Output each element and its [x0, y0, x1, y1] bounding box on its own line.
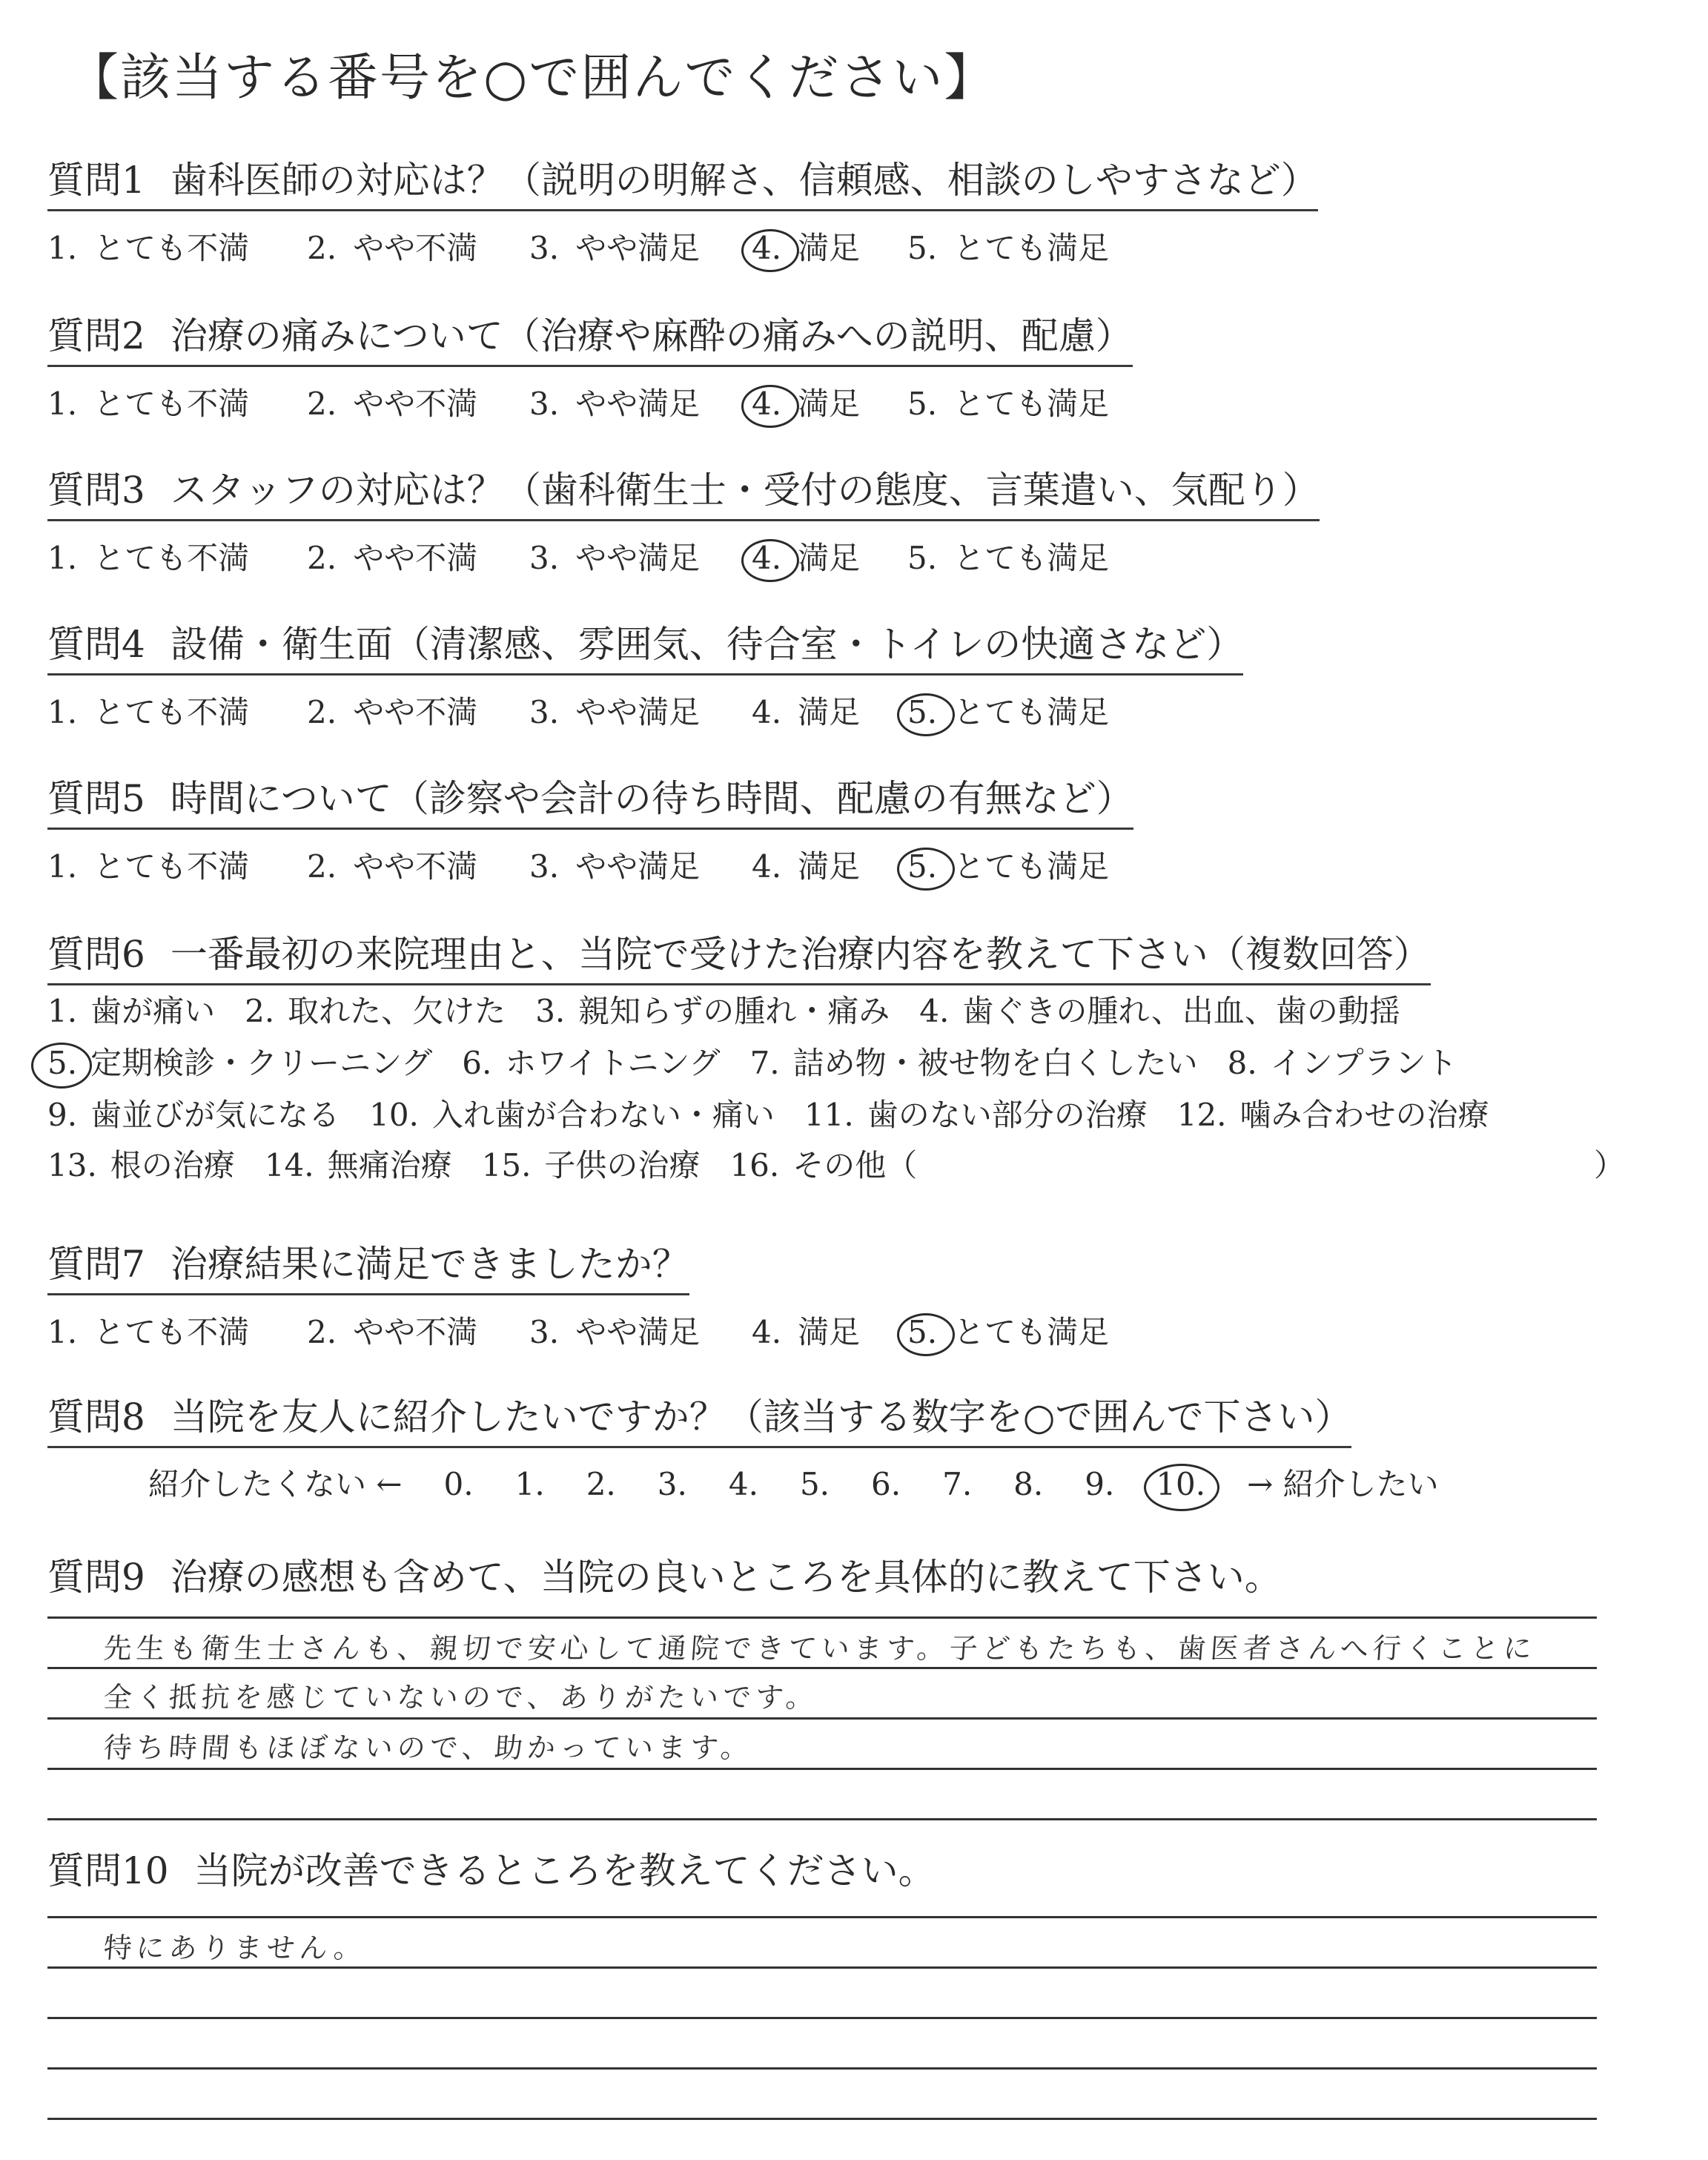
option-label: 子供の治療 — [544, 1147, 701, 1183]
option-label: やや不満 — [353, 386, 478, 422]
question-3 — [47, 469, 1320, 582]
option-3[interactable] — [529, 535, 700, 582]
option-number: 3. — [529, 386, 560, 422]
question-1-title — [47, 159, 1318, 211]
option-label: とても満足 — [953, 1314, 1110, 1350]
scale-right-label: → 紹介したい — [1247, 1466, 1439, 1502]
option-3[interactable] — [529, 843, 700, 891]
option-number: 2. — [307, 230, 337, 266]
option-4[interactable] — [752, 225, 860, 272]
option-label: 根の治療 — [110, 1147, 235, 1183]
option-label: 歯が痛い — [90, 993, 216, 1029]
checkbox-option[interactable] — [47, 1142, 235, 1189]
question-number: 質問6 — [47, 933, 145, 976]
option-number: 12. — [1176, 1097, 1227, 1133]
option-4[interactable] — [752, 535, 860, 582]
option-label: とても不満 — [93, 848, 250, 885]
question-4-title — [47, 623, 1244, 676]
scale-value[interactable]: 8. — [1013, 1466, 1044, 1502]
option-label: とても満足 — [953, 694, 1110, 730]
question-5-title — [47, 777, 1133, 830]
checkbox-option[interactable] — [482, 1142, 701, 1189]
answer-rule — [47, 1667, 1597, 1669]
handwritten-answer: 全く抵抗を感じていないので、ありがたいです。 — [102, 1681, 820, 1714]
option-4[interactable] — [752, 843, 860, 891]
question-2-options — [47, 380, 1133, 428]
option-label: 詰め物・被せ物を白くしたい — [792, 1045, 1198, 1081]
option-label: 無痛治療 — [327, 1147, 452, 1183]
question-number: 質問3 — [47, 469, 145, 512]
option-number: 3. — [535, 993, 566, 1029]
recommend-scale — [148, 1461, 1439, 1508]
answer-rule — [47, 1966, 1597, 1969]
option-label: とても不満 — [93, 1314, 250, 1350]
option-number: 1. — [47, 993, 78, 1029]
option-label: やや満足 — [575, 230, 701, 266]
question-3-options — [47, 535, 1320, 582]
checkbox-option[interactable] — [1228, 1040, 1457, 1087]
scale-value[interactable]: 6. — [871, 1466, 901, 1502]
option-2[interactable] — [307, 843, 477, 891]
option-label: 定期検診・クリーニング — [90, 1045, 433, 1081]
checkbox-option[interactable] — [245, 988, 506, 1035]
question-4-options — [47, 689, 1243, 736]
option-number: 5. — [907, 540, 938, 576]
option-number: 2. — [307, 386, 337, 422]
answer-rule — [47, 1717, 1597, 1720]
option-4[interactable] — [752, 689, 860, 736]
option-number: 13. — [47, 1147, 97, 1183]
option-number: 1. — [47, 386, 78, 422]
option-label: 歯のない部分の治療 — [867, 1097, 1148, 1133]
option-3[interactable] — [529, 689, 700, 736]
option-number: 8. — [1227, 1045, 1257, 1081]
option-number: 4. — [752, 535, 781, 582]
checkbox-option[interactable] — [1177, 1091, 1489, 1139]
option-row — [47, 1142, 947, 1189]
option-label: とても不満 — [93, 230, 250, 266]
option-label: とても満足 — [953, 540, 1110, 576]
checkbox-option[interactable] — [265, 1142, 452, 1189]
checkbox-option[interactable] — [919, 988, 1400, 1035]
question-text: スタッフの対応は？（歯科衛生士・受付の態度、言葉遣い、気配り） — [170, 469, 1320, 512]
option-number: 16. — [729, 1147, 780, 1183]
option-number: 1. — [47, 540, 78, 576]
option-1[interactable] — [47, 380, 249, 428]
question-10 — [47, 1849, 936, 1900]
option-2[interactable] — [307, 380, 477, 428]
option-1[interactable] — [47, 1309, 249, 1356]
question-text: 当院を友人に紹介したいですか？（該当する数字を○で囲んで下さい） — [170, 1396, 1352, 1439]
option-label: その他（ — [792, 1147, 918, 1183]
option-3[interactable] — [529, 225, 700, 272]
option-number: 5. — [907, 230, 938, 266]
scale-value[interactable]: 9. — [1085, 1466, 1115, 1502]
option-number: 3. — [529, 848, 560, 885]
question-8-title — [47, 1398, 1351, 1448]
option-number: 14. — [264, 1147, 314, 1183]
scale-value[interactable]: 3. — [657, 1466, 687, 1502]
option-label: やや満足 — [575, 848, 701, 885]
option-4[interactable] — [752, 380, 860, 428]
option-number: 3. — [529, 540, 560, 576]
question-6-title — [47, 933, 1431, 985]
option-label: やや不満 — [353, 694, 478, 730]
answer-rule — [47, 2017, 1597, 2019]
handwritten-answer: 先生も衛生士さんも、親切で安心して通院できています。子どもたちも、歯医者さんへ行くことに — [102, 1632, 1537, 1665]
option-label: 満足 — [798, 230, 861, 266]
scale-value[interactable]: 2. — [586, 1466, 616, 1502]
question-text: 設備・衛生面（清潔感、雰囲気、待合室・トイレの快適さなど） — [170, 623, 1244, 666]
question-2 — [47, 314, 1133, 428]
option-number: 2. — [307, 848, 337, 885]
scale-value[interactable]: 0. — [443, 1466, 474, 1502]
option-label: 満足 — [798, 540, 861, 576]
handwritten-answer: 特にありません。 — [102, 1932, 368, 1964]
checkbox-option[interactable] — [535, 988, 890, 1035]
option-label: やや不満 — [353, 848, 478, 885]
option-label: やや不満 — [353, 230, 478, 266]
question-1 — [47, 159, 1318, 272]
answer-rule — [47, 1916, 1597, 1918]
question-1-options — [47, 225, 1318, 272]
option-5[interactable] — [907, 225, 1109, 272]
page-title: 【該当する番号を○で囲んでください】 — [68, 49, 996, 108]
question-number: 質問4 — [47, 623, 145, 666]
checkbox-option[interactable] — [369, 1091, 775, 1139]
option-number: 2. — [307, 540, 337, 576]
handwritten-answer: 待ち時間もほぼないので、助かっています。 — [102, 1731, 755, 1764]
option-label: 入れ歯が合わない・痛い — [431, 1097, 775, 1133]
scale-value[interactable]: 4. — [728, 1466, 758, 1502]
option-2[interactable] — [307, 1309, 477, 1356]
option-label: 歯ぐきの腫れ、出血、歯の動揺 — [962, 993, 1400, 1029]
option-3[interactable] — [529, 380, 700, 428]
option-2[interactable] — [307, 535, 477, 582]
option-5[interactable] — [907, 535, 1109, 582]
option-label: やや満足 — [575, 386, 701, 422]
option-label: 噛み合わせの治療 — [1239, 1097, 1489, 1133]
option-number: 3. — [529, 230, 560, 266]
checkbox-option[interactable] — [47, 1091, 340, 1139]
option-label: やや不満 — [353, 1314, 478, 1350]
option-label: 満足 — [798, 848, 861, 885]
question-number: 質問10 — [47, 1849, 169, 1892]
option-label: とても満足 — [953, 386, 1110, 422]
scale-value[interactable]: 7. — [942, 1466, 973, 1502]
option-1[interactable] — [47, 535, 249, 582]
option-number: 2. — [307, 694, 337, 730]
option-label: やや不満 — [353, 540, 478, 576]
option-label: とても不満 — [93, 694, 250, 730]
scale-value[interactable]: 5. — [799, 1466, 830, 1502]
question-9 — [47, 1556, 1282, 1606]
option-label: 取れた、欠けた — [288, 993, 506, 1029]
question-6 — [47, 933, 1431, 985]
option-number: 4. — [752, 694, 782, 730]
option-label: とても不満 — [93, 540, 250, 576]
option-label: とても満足 — [953, 848, 1110, 885]
option-number: 2. — [307, 1314, 337, 1350]
option-number: 5. — [907, 689, 937, 736]
question-text: 治療の痛みについて（治療や麻酔の痛みへの説明、配慮） — [170, 314, 1133, 357]
option-5[interactable] — [907, 1309, 1109, 1356]
question-7 — [47, 1243, 1110, 1356]
question-5 — [47, 777, 1133, 891]
option-2[interactable] — [307, 689, 477, 736]
option-number: 2. — [245, 993, 275, 1029]
question-text: 歯科医師の対応は？（説明の明解さ、信頼感、相談のしやすさなど） — [170, 159, 1318, 202]
option-1[interactable] — [47, 225, 249, 272]
option-number: 4. — [752, 1314, 782, 1350]
option-number: 1. — [47, 1314, 78, 1350]
question-number: 質問7 — [47, 1243, 145, 1286]
option-label: やや満足 — [575, 694, 701, 730]
answer-rule — [47, 2118, 1597, 2120]
answer-rule — [47, 1818, 1597, 1820]
question-9-title — [47, 1556, 1282, 1606]
option-number: 4. — [752, 848, 782, 885]
option-label: やや満足 — [575, 1314, 701, 1350]
option-label: 親知らずの腫れ・痛み — [578, 993, 890, 1029]
checkbox-option[interactable] — [462, 1040, 720, 1087]
checkbox-option[interactable] — [47, 988, 215, 1035]
option-number: 1. — [47, 848, 78, 885]
other-close-paren: ） — [1594, 1147, 1626, 1183]
checkbox-option[interactable] — [750, 1040, 1198, 1087]
option-number: 1. — [47, 694, 78, 730]
option-number: 11. — [804, 1097, 854, 1133]
question-5-options — [47, 843, 1133, 891]
answer-rule — [47, 1616, 1597, 1619]
question-2-title — [47, 314, 1133, 367]
question-8 — [47, 1398, 1351, 1448]
option-number: 5. — [907, 1309, 937, 1356]
question-text: 治療の感想も含めて、当院の良いところを具体的に教えて下さい。 — [170, 1556, 1282, 1599]
option-number: 3. — [529, 1314, 560, 1350]
checkbox-option[interactable] — [729, 1142, 917, 1189]
option-1[interactable] — [47, 689, 249, 736]
question-number: 質問2 — [47, 314, 145, 357]
option-number: 1. — [47, 230, 78, 266]
option-number: 7. — [749, 1045, 780, 1081]
option-label: 満足 — [798, 386, 861, 422]
option-4[interactable] — [752, 1309, 860, 1356]
checkbox-option[interactable] — [47, 1040, 432, 1087]
question-text: 時間について（診察や会計の待ち時間、配慮の有無など） — [170, 777, 1133, 820]
question-text: 一番最初の来院理由と、当院で受けた治療内容を教えて下さい（複数回答） — [170, 933, 1431, 976]
option-label: ホワイトニング — [505, 1045, 721, 1081]
question-number: 質問8 — [47, 1396, 145, 1439]
option-2[interactable] — [307, 225, 477, 272]
option-5[interactable] — [907, 843, 1109, 891]
option-number: 4. — [752, 380, 781, 428]
option-number: 3. — [529, 694, 560, 730]
option-number: 10. — [369, 1097, 419, 1133]
scale-value[interactable]: 10. — [1156, 1461, 1205, 1508]
option-label: 満足 — [798, 694, 861, 730]
option-5[interactable] — [907, 689, 1109, 736]
question-number: 質問5 — [47, 777, 145, 820]
question-text: 当院が改善できるところを教えてください。 — [193, 1849, 936, 1892]
option-label: 満足 — [798, 1314, 861, 1350]
option-number: 9. — [47, 1097, 78, 1133]
option-label: 歯並びが気になる — [90, 1097, 340, 1133]
question-number: 質問9 — [47, 1556, 145, 1599]
scale-left-label: 紹介したくない ← — [148, 1466, 403, 1502]
option-label: インプラント — [1270, 1045, 1457, 1081]
option-number: 5. — [907, 843, 937, 891]
option-number: 4. — [919, 993, 950, 1029]
question-7-title — [47, 1243, 689, 1295]
checkbox-option[interactable] — [804, 1091, 1148, 1139]
option-number: 5. — [47, 1040, 77, 1087]
question-7-options — [47, 1309, 1110, 1356]
option-number: 5. — [907, 386, 938, 422]
scale-value[interactable]: 1. — [514, 1466, 545, 1502]
question-10-title — [47, 1849, 936, 1900]
option-row — [47, 988, 1430, 1035]
option-number: 15. — [481, 1147, 532, 1183]
option-label: とても不満 — [93, 386, 250, 422]
option-number: 6. — [462, 1045, 492, 1081]
option-number: 4. — [752, 225, 781, 272]
option-5[interactable] — [907, 380, 1109, 428]
question-number: 質問1 — [47, 159, 145, 202]
option-label: とても満足 — [953, 230, 1110, 266]
option-label: やや満足 — [575, 540, 701, 576]
answer-rule — [47, 2067, 1597, 2070]
question-3-title — [47, 469, 1320, 521]
option-row — [47, 1091, 1519, 1139]
answer-rule — [47, 1768, 1597, 1770]
option-3[interactable] — [529, 1309, 700, 1356]
option-1[interactable] — [47, 843, 249, 891]
option-row — [47, 1040, 1487, 1087]
question-text: 治療結果に満足できましたか？ — [170, 1243, 689, 1286]
question-4 — [47, 623, 1244, 736]
